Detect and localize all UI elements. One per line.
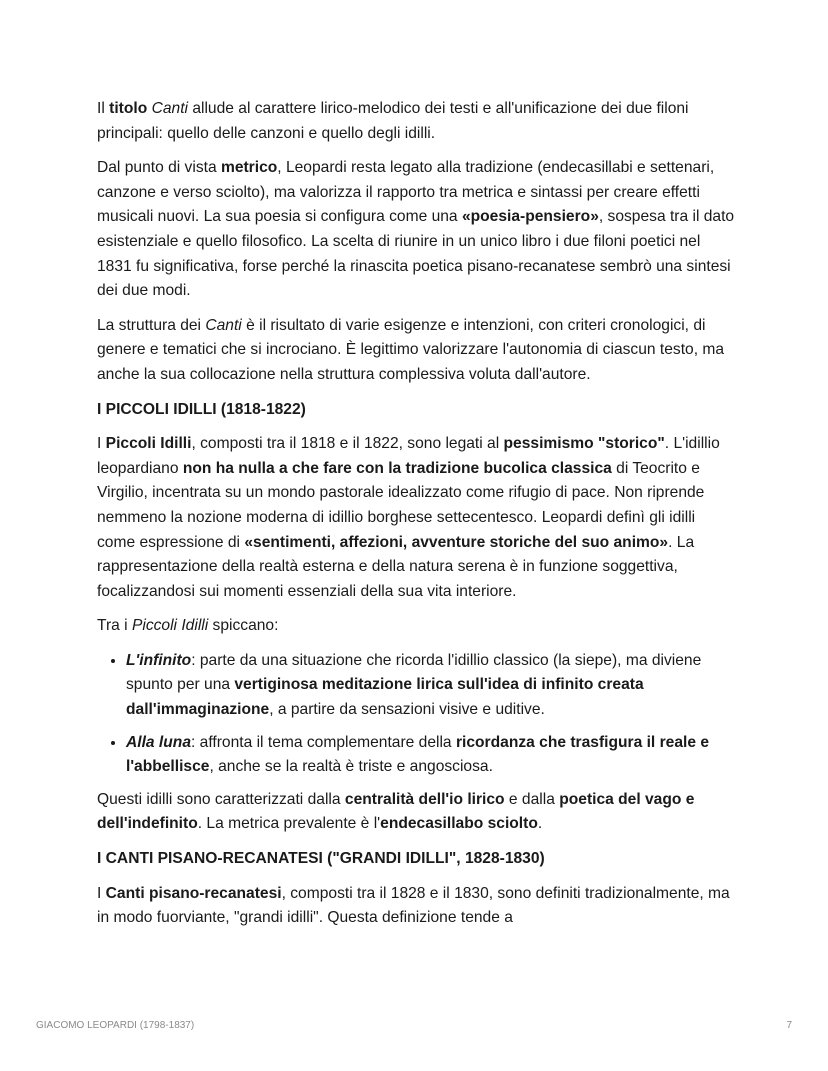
paragraph-piccoli-idilli: I Piccoli Idilli, composti tra il 1818 e il 1822, sono legati al pessimismo "storico". L'idillio leopardiano non ha nulla a che fare con la tradizione bucolica classica di Teocrito e Virgilio, incentrata su un mondo pastorale idealizzato come rifugio di pace. Non riprende nemmeno la nozione moderna di idillio borghese settecentesco. Leopardi definì gli idilli come espressione di «sentimenti, affezioni, avventure storiche del suo animo». La rappresentazione della realtà esterna e della natura serena è in funzione soggettiva, focalizzandosi sui momenti essenziali della sua vita interiore. (97, 435, 720, 600)
paragraph-caratteristiche: Questi idilli sono caratterizzati dalla centralità dell'io lirico e dalla poetica del vago e dell'indefinito. La metrica prevalente è l'endecasillabo sciolto. (97, 790, 695, 833)
heading-piccoli-idilli: I PICCOLI IDILLI (1818-1822) (97, 400, 306, 418)
paragraph-canti-pisano-recanatesi: I Canti pisano-recanatesi, composti tra il 1828 e il 1830, sono definiti tradizionalmente, ma in modo fuorviante, "grandi idilli". Questa definizione tende a (97, 884, 730, 927)
idilli-list (97, 649, 737, 780)
heading-canti-pisano-recanatesi: I CANTI PISANO-RECANATESI ("GRANDI IDILLI", 1828-1830) (97, 850, 545, 868)
paragraph-metrico: Dal punto di vista metrico, Leopardi resta legato alla tradizione (endecasillabi e settenari, canzone e verso sciolto), ma valorizza il rapporto tra metrica e sintassi per creare effetti musicali nuovi. La sua poesia si configura come una «poesia-pensiero», sospesa tra il dato esistenziale e quello filosofico. La scelta di riunire in un unico libro i due filoni poetici nel 1831 fu significativa, forse perché la rinascita poetica pisano-recanatese sembrò una sintesi dei due modi. (97, 159, 735, 300)
list-item-infinito: • L'infinito: parte da una situazione che ricorda l'idillio classico (la siepe), ma diviene spunto per una vertiginosa meditazione lirica sull'idea di infinito creata dall'immaginazione, a partire da sensazioni visive e uditive. (126, 649, 737, 723)
paragraph-spiccano: Tra i Piccoli Idilli spiccano: (97, 617, 279, 635)
list-item-alla-luna: • Alla luna: affronta il tema complementare della ricordanza che trasfigura il reale e l'abbellisce, anche se la realtà è triste e angosciosa. (126, 731, 737, 780)
page-body (97, 97, 737, 941)
page-footer (36, 1020, 792, 1031)
paragraph-titolo: Il titolo Canti allude al carattere lirico-melodico dei testi e all'unificazione dei due filoni principali: quello delle canzoni e quello degli idilli. (97, 100, 689, 142)
paragraph-struttura: La struttura dei Canti è il risultato di varie esigenze e intenzioni, con criteri cronologici, di genere e tematici che si incrociano. È legittimo valorizzare l'autonomia di ciascun testo, ma anche la sua collocazione nella struttura complessiva voluta dall'autore. (97, 316, 725, 383)
page-number: 7 (786, 1020, 792, 1031)
footer-title: GIACOMO LEOPARDI (1798-1837) (36, 1020, 195, 1031)
